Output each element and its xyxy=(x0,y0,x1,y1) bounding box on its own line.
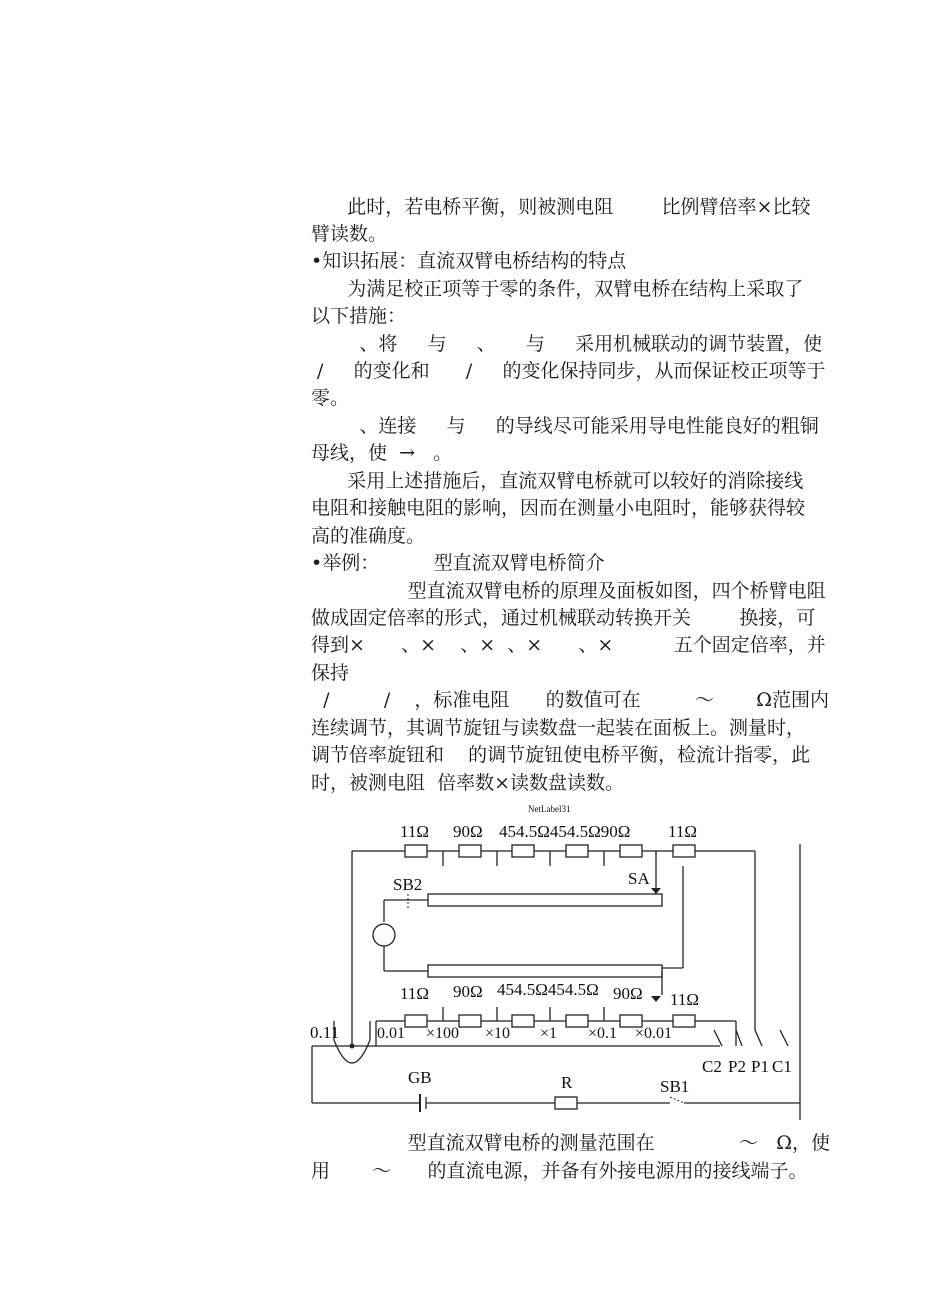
resistor-label: 90Ω xyxy=(453,982,483,1001)
resistor-label: 11Ω xyxy=(400,984,430,1003)
text-line: 零。 xyxy=(311,387,350,409)
multiplier-label: ×0.01 xyxy=(635,1025,673,1042)
text-line: / 的变化和 / 的变化保持同步，从而保证校正项等于 xyxy=(311,360,826,382)
resistor-label: 454.5Ω454.5Ω90Ω xyxy=(499,822,631,841)
text-line: 连续调节，其调节旋钮与读数盘一起装在面板上。测量时， xyxy=(311,717,806,739)
text-line: / / ，标准电阻 的数值可在 ～ Ω范围内 xyxy=(311,689,830,711)
text-line: 高的准确度。 xyxy=(311,525,426,547)
text-line: 时，被测电阻 倍率数×读数盘读数。 xyxy=(311,772,624,794)
resistor-label: 90Ω xyxy=(453,822,483,841)
terminal-label: P2 xyxy=(728,1057,746,1076)
multiplier-label: ×0.1 xyxy=(588,1025,618,1042)
multiplier-label: ×1 xyxy=(540,1025,558,1042)
left-multiplier-label: 0.11 xyxy=(310,1023,340,1042)
multiplier-label: 0.01 xyxy=(377,1025,405,1042)
resistor-label: 11Ω xyxy=(400,822,430,841)
resistor-label: 11Ω xyxy=(668,822,698,841)
text-line: 以下措施： xyxy=(311,305,407,327)
galvanometer-label: GB xyxy=(408,1068,432,1087)
text-line: 型直流双臂电桥的测量范围在 ～ Ω，使 xyxy=(311,1132,831,1154)
text-line: 做成固定倍率的形式，通过机械联动转换开关 换接，可 xyxy=(311,607,816,629)
resistor-r-label: R xyxy=(561,1073,573,1092)
text-line: 采用上述措施后，直流双臂电桥就可以较好的消除接线 xyxy=(311,470,804,492)
section-heading: •知识拓展：直流双臂电桥结构的特点 xyxy=(311,250,627,272)
text-line: 此时，若电桥平衡，则被测电阻 比例臂倍率×比较 xyxy=(311,196,811,218)
section-heading: •举例： 型直流双臂电桥简介 xyxy=(311,552,605,574)
switch-label-sa: SA xyxy=(628,869,650,888)
text-line: 、将 与 、 与 采用机械联动的调节装置，使 xyxy=(311,333,823,355)
multiplier-label: ×100 xyxy=(426,1025,460,1042)
text-line: 型直流双臂电桥的原理及面板如图，四个桥臂电阻 xyxy=(311,580,826,602)
bridge-circuit-diagram xyxy=(300,800,820,1130)
text-line: 用 ～ 的直流电源，并备有外接电源用的接线端子。 xyxy=(311,1160,808,1182)
text-line: 为满足校正项等于零的条件，双臂电桥在结构上采取了 xyxy=(311,278,804,300)
terminal-label: C1 xyxy=(772,1057,792,1076)
text-line: 调节倍率旋钮和 的调节旋钮使电桥平衡，检流计指零，此 xyxy=(311,744,811,766)
net-label: NetLabel31 xyxy=(528,804,571,814)
text-line: 保持 xyxy=(311,662,350,684)
text-line: 电阻和接触电阻的影响，因而在测量小电阻时，能够获得较 xyxy=(311,497,806,519)
switch-label-sb2: SB2 xyxy=(393,875,423,894)
text-line: 得到× 、× 、× 、× 、× 五个固定倍率，并 xyxy=(311,634,826,656)
resistor-label: 454.5Ω454.5Ω xyxy=(497,980,599,999)
multiplier-label: ×10 xyxy=(485,1025,511,1042)
text-line: 、连接 与 的导线尽可能采用导电性能良好的粗铜 xyxy=(311,415,819,437)
terminal-label: C2 xyxy=(702,1057,722,1076)
switch-label-sb1: SB1 xyxy=(660,1077,690,1096)
terminal-label: P1 xyxy=(751,1057,769,1076)
text-line: 母线，使 → 。 xyxy=(311,442,453,464)
resistor-label: 11Ω xyxy=(670,990,700,1009)
text-line: 臂读数。 xyxy=(311,223,388,245)
resistor-label: 90Ω xyxy=(613,984,643,1003)
